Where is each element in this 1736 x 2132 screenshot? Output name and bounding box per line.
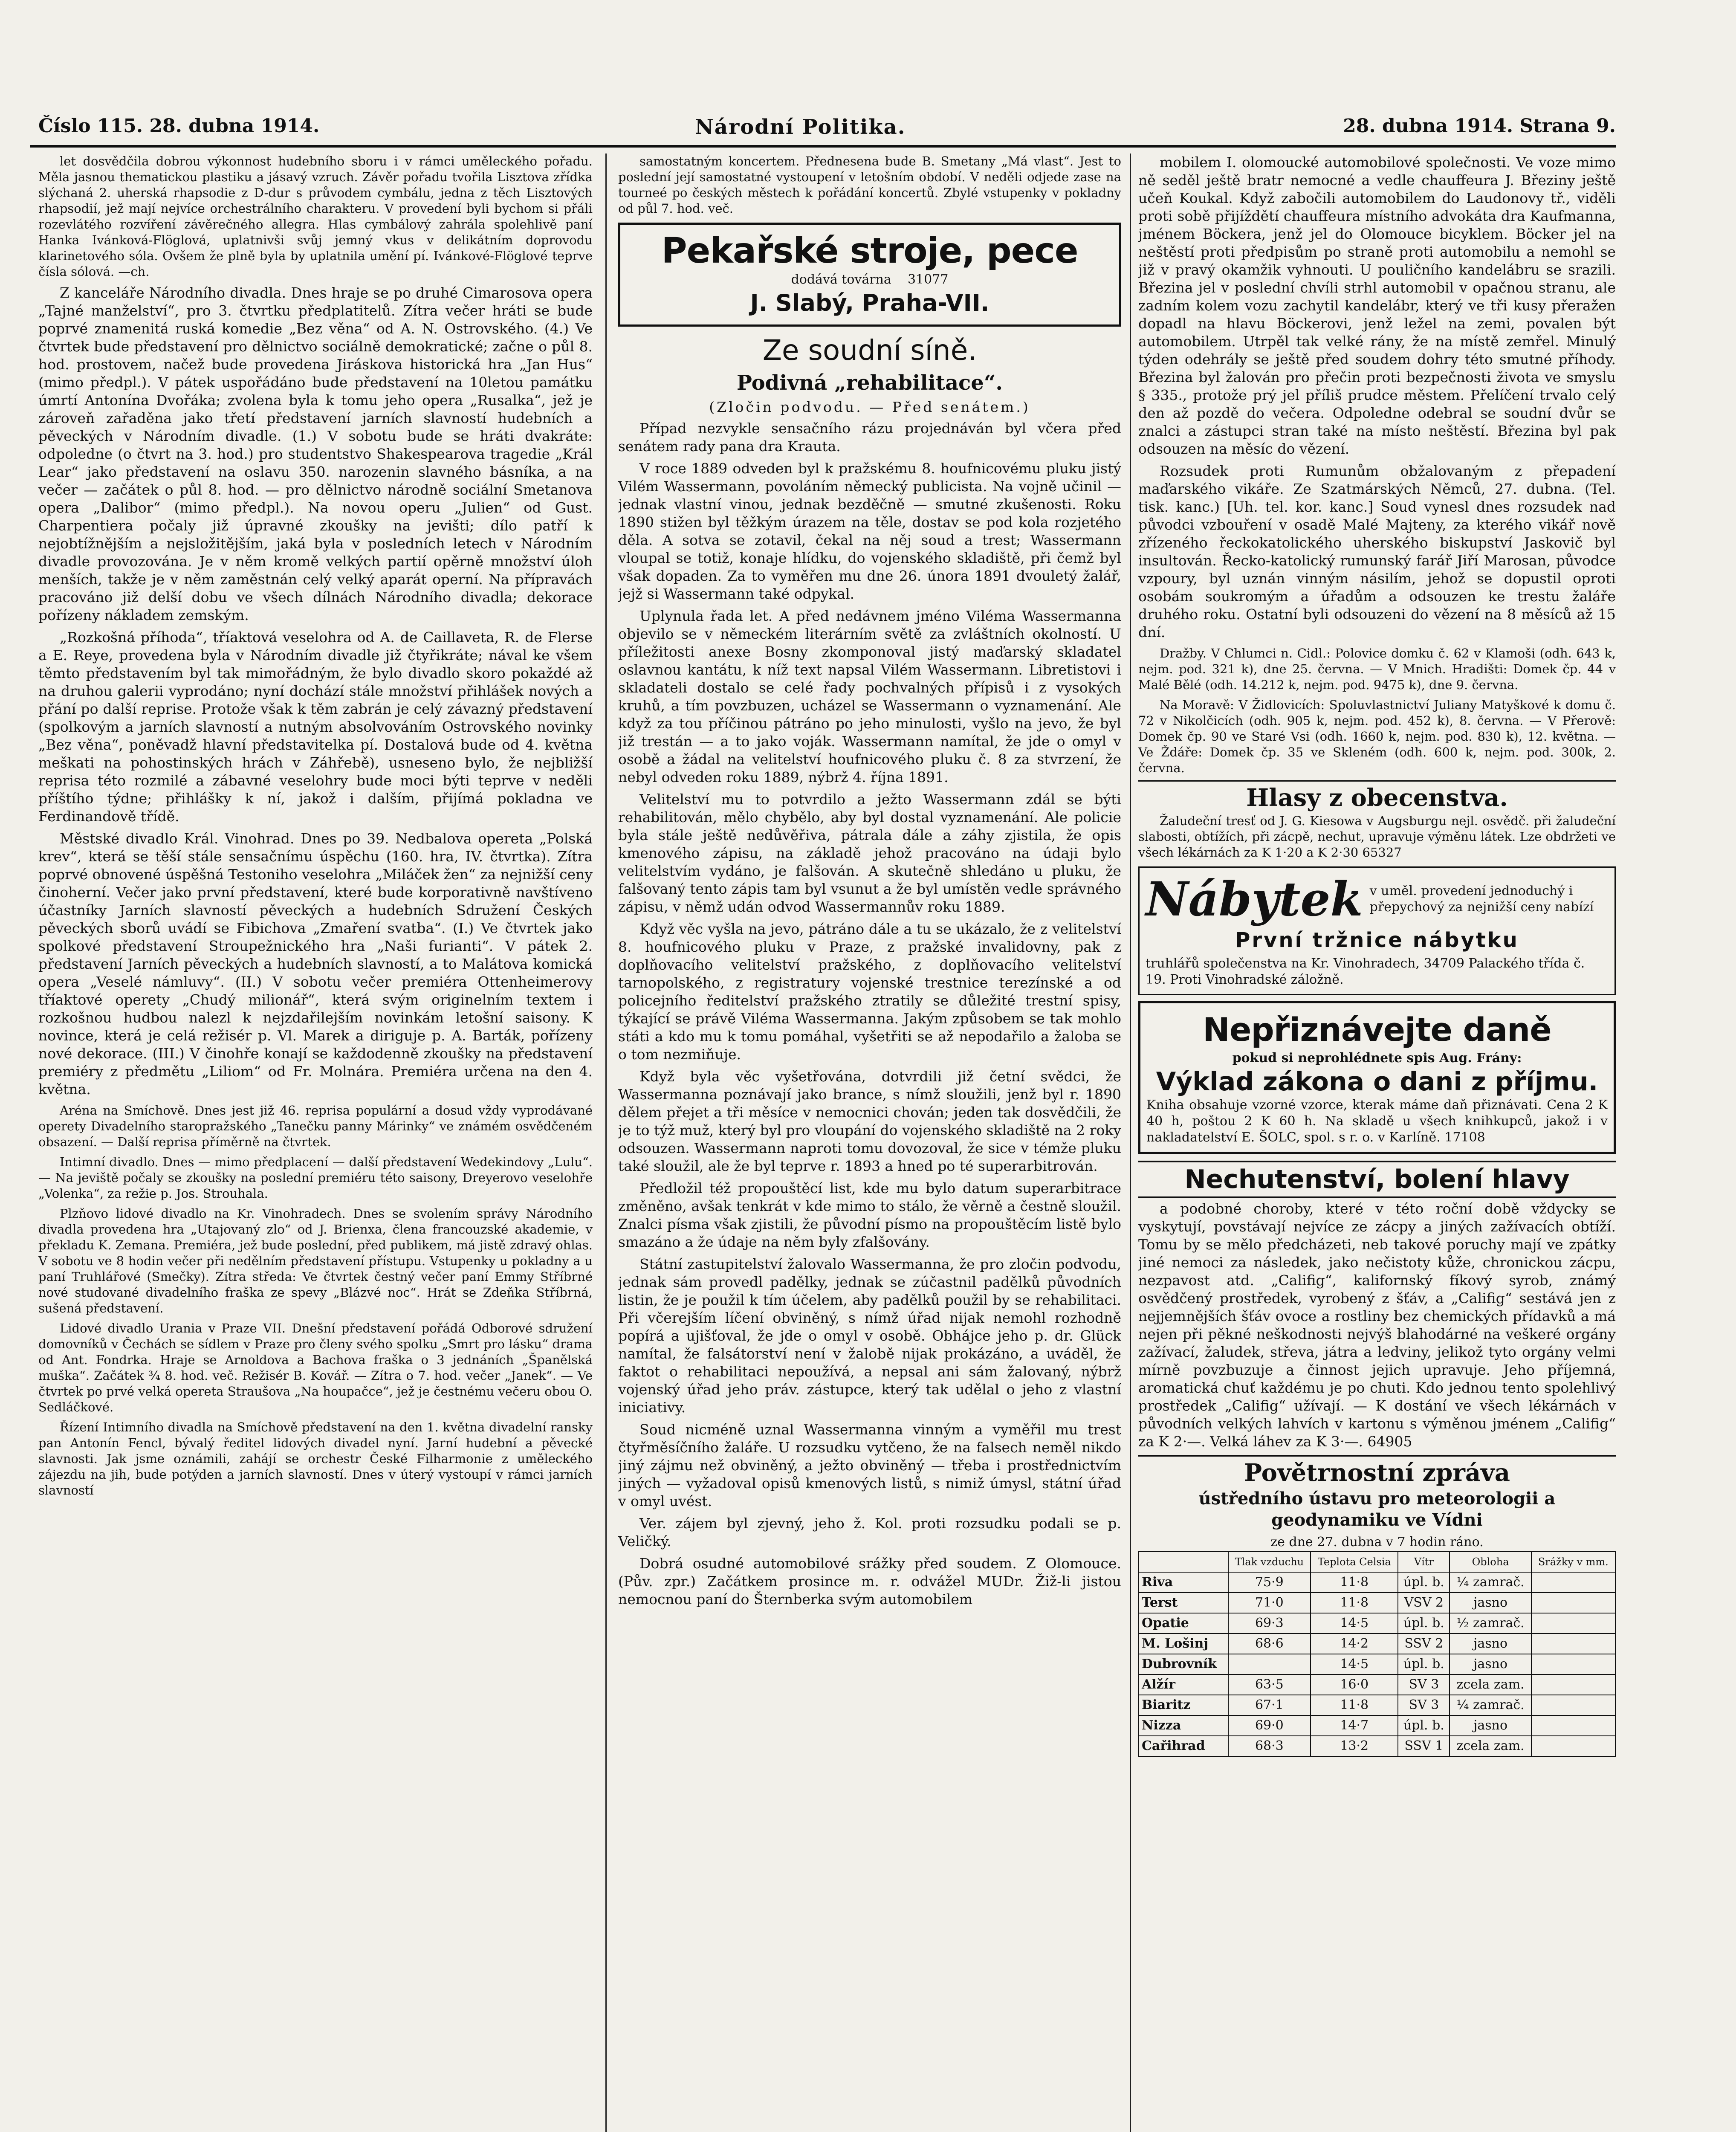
weather-cell (1531, 1715, 1615, 1736)
weather-cell: Terst (1139, 1593, 1228, 1613)
issue-number: Číslo 115. 28. dubna 1914. (38, 115, 320, 137)
weather-cell: úpl. b. (1398, 1613, 1450, 1634)
weather-cell: 14·5 (1311, 1613, 1398, 1634)
weather-cell: 14·7 (1311, 1715, 1398, 1736)
ad-firm: J. Slabý, Praha-VII. (750, 290, 990, 316)
weather-column-header: Srážky v mm. (1531, 1552, 1615, 1572)
article-subtitle: (Zločin podvodu. — Před senátem.) (709, 399, 1030, 415)
article-paragraph: mobilem I. olomoucké automobilové společnosti. Ve voze mimo ně seděl ještě bratr nemocné a vedle chauffeura J. Březiny ještě učeň Koukal. Když zabočili automobilem do Laudonovy tř., viděli proti sobě přijíždětí chauffeura místního advokáta dra Kaufmanna, jménem Böckera, jenž jel do Olomouce bicyklem. Böcker jel na neštěstí proti předpisům po straně proti automobilu a nemohl se již v pravý okamžik vyhnouti. U pouličního kandelábru se srazili. Březina jel v poslední chvíli strhl automobil v opačnou stranu, ale zadním kolem vozu zachytil kandelábr, který ve tři kusy přeražen dopadl na hlavu Böckerovi, jenž ležel na zemi, povalen být automobilem. Utrpěl tak velké rány, že na místě zemřel. Minulý týden odehrály se ještě před soudem dohry této smutné příhody. Březina byl žalován pro přečin proti bezpečnosti života ve smyslu § 335., protože prý jel příliš prudce městem. Přelíčení trvalo celý den až pozdě do večera. Odpoledne odebral se soudní dvůr se znalci a zástupci stran také na místo neštěstí. Březina byl pak odsouzen na měsíc do vězení. (1138, 154, 1616, 457)
weather-cell: Opatie (1139, 1613, 1228, 1634)
weather-cell: ¼ zamrač. (1450, 1572, 1531, 1593)
article-paragraph: Řízení Intimního divadla na Smíchově představení na den 1. května divadelní ransky pan Antonín Fencl, bývalý ředitel lidových divadel nyní. Jarní hudební a pěvecké slavnosti. Jak jsme oznámili, zahájí se orchestr České Filharmonie z uměleckého zájezdu na jih, bude potýden a jarních slavností. Dnes v úterý vystoupí v rámci jarních slavností (38, 1420, 593, 1498)
weather-cell (1228, 1654, 1311, 1674)
weather-cell: SSV 2 (1398, 1634, 1450, 1654)
weather-cell: úpl. b. (1398, 1572, 1450, 1593)
column-theatre (38, 154, 593, 2132)
weather-cell (1531, 1613, 1615, 1634)
weather-date: ze dne 27. dubna v 7 hodin ráno. (1270, 1535, 1484, 1550)
column-rule (605, 154, 607, 2132)
weather-cell: úpl. b. (1398, 1715, 1450, 1736)
ad-headline: Nábytek (1146, 872, 1363, 927)
weather-cell: 11·8 (1311, 1572, 1398, 1593)
article-paragraph: Z kanceláře Národního divadla. Dnes hraje se po druhé Cimarosova opera „Tajné manželství“, pro 3. čtvrtku předplatitelů. Zítra večer hráti se bude poprvé znamenitá ruská komedie „Bez věna“ od A. N. Ostrovského. (4.) Ve čtvrtek bude představení pro dělnictvo sociálně demokratické; začne o půl 8. hod. prostovem, načež bude provedena Jiráskova historická hra „Jan Hus“ (mimo předpl.). V pátek uspořádáno bude představení na 10letou památku úmrtí Antonína Dvořáka; zvolena byla k tomu jeho opera „Rusalka“, jež je zároveň zařaděna jako třetí představení jarních slavností hudebních a pěveckých v Národním divadle. (1.) V sobotu bude se hráti dvakráte: odpoledne (o čtvrt na 3. hod.) pro studentstvo Shakespearova tragedie „Král Lear“ jako představení na oslavu 350. narozenin slavného básníka, a na večer — začátek o půl 8. hod. — pro dělnictvo národně sociální Smetanova opera „Dalibor“ (mimo předpl.). Na novou operu „Julien“ od Gust. Charpentiera počaly již úpravné zkoušky na jevišti; dílo patří k nejobtížnějším a nejsložitějším, jaká byla v posledních letech v Národním divadle provozována. Je v něm kromě velkých partií opěrně množství úloh menších, takže je v něm zaměstnán celý velký aparát operní. Na přípravách pracováno již delší dobu ve všech dílnách Národního divadla; dekorace pořízeny nákladem zemským. (38, 284, 593, 623)
article-title: Podivná „rehabilitace“. (736, 371, 1003, 395)
article-paragraph: Dobrá osudné automobilové srážky před soudem. Z Olomouce. (Pův. zpr.) Začátkem prosince m. r. odvážel MUDr. Žiž-li jistou nemocnou paní do Šternberka svým automobilem (618, 1555, 1121, 1608)
weather-cell: Cařihrad (1139, 1736, 1228, 1756)
ad-text: v uměl. provedení jednoduchý i přepychový za nejnižší ceny nabízí (1369, 884, 1594, 915)
weather-column-header: Tlak vzduchu (1228, 1552, 1311, 1572)
weather-cell: 16·0 (1311, 1674, 1398, 1695)
article-paragraph: Aréna na Smíchově. Dnes jest již 46. reprisa populární a dosud vždy vyprodávané operety Divadelního staropražského „Tanečku panny Márinky“ ve známém osvědčeném obsazení. — Další reprisa příměrně na čtvrtek. (38, 1103, 593, 1149)
weather-cell (1531, 1572, 1615, 1593)
weather-column-header (1139, 1552, 1228, 1572)
date-page: 28. dubna 1914. Strana 9. (1343, 115, 1616, 137)
weather-cell: zcela zam. (1450, 1736, 1531, 1756)
weather-column-header: Teplota Celsia (1311, 1552, 1398, 1572)
weather-cell: jasno (1450, 1715, 1531, 1736)
article-paragraph: Velitelství mu to potvrdilo a ježto Wassermann zdál se býti rehabilitován, mělo chybělo, aby byl dostal vyznamenání. Ale policie byla stále ještě nedůvěřiva, pátrala dále a záhy zjistila, že opis kmenového zápisu, na základě jehož pracováno na údaji bylo velitelstvím vydáno, je falšován. A skutečně shledáno u pluku, že falšovaný tento zápis tam byl vsunut a že byl umístěn vedle správného zápisu, v němž udán odvod Wassermannův roku 1889. (618, 791, 1121, 915)
article-paragraph: Soud nicméně uznal Wassermanna vinným a vyměřil mu trest čtyřměsíčního žaláře. U rozsudku vytčeno, že na falsech neměl nikdo jiný zájmu než obviněný, a ježto obviněný — třeba i prostřednictvím jiných — vyžadoval opisů kmenových listů, s nimiž úmysl, státní úřad v omyl uvést. (618, 1421, 1121, 1509)
weather-cell: 69·0 (1228, 1715, 1311, 1736)
weather-cell: jasno (1450, 1634, 1531, 1654)
article-paragraph: Intimní divadlo. Dnes — mimo předplacení — další představení Wedekindovy „Lulu“. — Na jeviště počaly se zkoušky na poslední premiéru této saisony, Dreyerovo veselohře „Volenka“, za režie p. Jos. Strouhala. (38, 1155, 593, 1201)
ad-firm: První tržnice nábytku (1235, 928, 1519, 952)
newspaper-page (30, 26, 1701, 2132)
weather-column-header: Obloha (1450, 1552, 1531, 1572)
column-misc (1138, 154, 1616, 2132)
weather-cell: úpl. b. (1398, 1654, 1450, 1674)
section-title: Povětrnostní zpráva (1138, 1455, 1616, 1486)
article-paragraph: Když věc vyšla na jevo, pátráno dále a tu se ukázalo, že z velitelství 8. houfnicového pluku v Praze, z pražské invalidovny, pak z doplňovacího velitelství pražského, z doplňovacího velitelství tarnopolského, z registratury vojenské trestnice terezínské a od policejního ředitelství pražského ztratily se důležité trestní spisy, týkající se právě Viléma Wassermanna. Jakým způsobem se tak mohlo státi a kdo mu k tomu pomáhal, vyšetřiti se až nepodařilo a žaloba se o tom nezmiňuje. (618, 921, 1121, 1063)
weather-cell (1531, 1695, 1615, 1715)
weather-cell: zcela zam. (1450, 1674, 1531, 1695)
weather-cell: Dubrovník (1139, 1654, 1228, 1674)
article-paragraph: samostatným koncertem. Přednesena bude B. Smetany „Má vlast“. Jest to poslední její samostatné vystoupení v letošním období. V neděli odjede zase na tourneé po českých městech k pořádání koncertů. Zbylé vstupenky v pokladny od půl 7. hod. več. (618, 154, 1121, 216)
weather-row (1139, 1695, 1615, 1715)
ad-text: a podobné choroby, které v této roční době vždycky se vyskytují, povstávají nejvíce ze zácpy a jiných zažívacích obtíží. Tomu by se mělo předcházeti, neb takové poruchy mají ve zpátky jiné nemoci za následek, jako nečistoty kůže, chronickou zácpu, nezpavost atd. „Califig“, kalifornský fíkový syrob, známý osvědčený prostředek, vyrobený z šťáv, a „Califig“ sestává jen z nejjemnějších šťáv ovoce a rostliny bez chemických přídavků a má nejen při pěkné neškodnosti nejvýš blahodárné na veškeré orgány zažívací, žaludek, střeva, játra a ledviny, jelikož tyto orgány velmi mírně povzbuzuje a činnost jejich upravuje. Jeho příjemná, aromatická chuť každému je po chuti. Kdo jednou tento spolehlivý prostředek „Califig“ užívají. — K dostání ve všech lékárnách v původních velkých lahvích v kartonu s výměnou jménem „Califig“ za K 2·—. Velká láhev za K 3·—. 64905 (1138, 1200, 1616, 1450)
article-paragraph: Ver. zájem byl zjevný, jeho ž. Kol. proti rozsudku podali se p. Veličký. (618, 1515, 1121, 1550)
weather-cell: 11·8 (1311, 1593, 1398, 1613)
weather-row (1139, 1613, 1615, 1634)
section-title: Hlasy z obecenstva. (1138, 780, 1616, 811)
article-paragraph: let dosvědčila dobrou výkonnost hudebního sboru i v rámci uměleckého pořadu. Měla jasnou thematickou plastiku a jásavý vzruch. Závěr pořadu tvořila Lisztova zřídka slýchaná 2. uherská rhapsodie z D-dur s průvodem cymbálu, jedna z těch Lisztových rhapsodií, jež mají nejvíce orchestrálního charakteru. V provedení byli bychom si přáli rozevlátého rozvíření závěrečného allegra. Hlas cymbálový zahrála spolehlivě paní Hanka Ivánková-Flöglová, uplatnivši svůj jemný vkus v delikátním doprovodu klarinetového sóla. Ovšem že plně byla by uplatnila umění pí. Ivánkové-Flöglové teprve čísla sólová. —ch. (38, 154, 593, 279)
article-paragraph: Plzňovo lidové divadlo na Kr. Vinohradech. Dnes se svolením správy Národního divadla provedena hra „Utajovaný zlo“ od J. Brienxa, člena francouzské akademie, v překladu K. Zemana. Premiéra, jež bude poslední, před publikem, má jistě zdravý ohlas. V sobotu ve 8 hodin večer při nedělním představení přístupu. Vstupenky u pokladny a u paní Truhlářové (Smečky). Zítra středa: Ve čtvrtek čestný večer paní Emmy Stříbrné nové studované divadelního fraška ze spevy „Blázvé noc“. Hrát se Zdeňka Stříbrná, sušená představení. (38, 1206, 593, 1315)
weather-row (1139, 1593, 1615, 1613)
ad-headline: Nepřiznávejte daně (1203, 1011, 1551, 1049)
article-paragraph: Lidové divadlo Urania v Praze VII. Dnešní představení pořádá Odborové sdružení domovníků v Čechách se sídlem v Praze pro členy svého spolku „Smrt pro lásku“ drama od Ant. Fondrka. Hraje se Arnoldova a Bachova fraška o 3 jednáních „Španělská muška“. Začátek ¾ 8. hod. več. Režisér B. Kovář. — Zítra o 7. hod. večer „Janek“. — Ve čtvrtek po prvé velká opereta Straušova „Na houpačce“, jež je čestnému večeru obou O. Sedláčkové. (38, 1321, 593, 1414)
article-paragraph: Případ nezvykle sensačního rázu projednáván byl včera před senátem rady pana dra Krauta. (618, 420, 1121, 455)
weather-cell: 68·3 (1228, 1736, 1311, 1756)
weather-cell: 71·0 (1228, 1593, 1311, 1613)
article-paragraph: Když byla věc vyšetřována, dotvrdili již četní svědci, že Wassermanna poznávají jako brance, s nímž sloužili, jenž byl r. 1890 dělem přejet a tři měsíce v nemocnici chován; jeden tak dosvědčili, že je to týž muž, který byl pro vloupání do vojenského skladiště na 2 roky odsouzen. Wassermann naproti tomu dovozoval, že sice v témže pluku také sloužil, ale že byl teprve r. 1893 a hned po té superarbitrován. (618, 1068, 1121, 1174)
weather-cell: 67·1 (1228, 1695, 1311, 1715)
weather-row (1139, 1715, 1615, 1736)
weather-cell: 63·5 (1228, 1674, 1311, 1695)
weather-cell: jasno (1450, 1654, 1531, 1674)
weather-cell: SV 3 (1398, 1695, 1450, 1715)
weather-cell: 68·6 (1228, 1634, 1311, 1654)
ad-text: pokud si neprohlédnete spis Aug. Frány: (1232, 1051, 1522, 1066)
weather-row (1139, 1674, 1615, 1695)
weather-cell: ¼ zamrač. (1450, 1695, 1531, 1715)
ad-text: Kniha obsahuje vzorné vzorce, kterak máme daň přiznávati. Cena 2 K 40 h, poštou 2 K 60 h. Na skladě u všech knihkupců, jakož i v nakladatelství E. ŠOLC, spol. s r. o. v Karlíně. 17108 (1146, 1098, 1608, 1145)
article-paragraph: „Rozkošná příhoda“, tříaktová veselohra od A. de Caillaveta, R. de Flerse a E. Reye, provedena byla v Národním divadle již čtyřikráte; nával ke všem těmto představením byl tak mimořádným, že bylo divadlo skoro pokaždé až na druhou galerii vyprodáno; nyní dochází stále množství přihlášek nových a přání po další reprise. Protože však k těm zabrán je celý závazný představení (spolkovým a jarních slavností a nutným absolvováním Ostrovského novinky „Bez věna“, poněvadž hlavní představitelka pí. Dostalová bude od 4. května meškati na pohostinských hrách v Záhřebě), usneseno bylo, že nejbližší reprisa této rozmilé a zábavné veselohry bude moci býti teprve v neděli příštího týdne; přihlášky k ní, jakož i dalším, přijímá pokladna ve Ferdinandově třídě. (38, 629, 593, 825)
article-paragraph: Městské divadlo Král. Vinohrad. Dnes po 39. Nedbalova opereta „Polská krev“, která se těší stále sensačnímu úspěchu (160. hra, IV. čtvrtka). Zítra poprvé obnovené úspěšná Testoniho veselohra „Miláček žen“ za nejnižší ceny činoherní. Večer jako první představení, které bude korporativně navštíveno účastníky Jarních slavností pěveckých a hudebních Sdružení Českých pěveckých sborů uvádí se Fibichova „Zmaření svatba“. (I.) Ve čtvrtek jako spolkové představení Stroupežnického hra „Naši furianti“. V pátek 2. představení Jarních pěveckých a hudebních slavností, a to Malátova komická opera „Veselé námluvy“. (II.) V sobotu večer premiéra Ottenheimerovy tříaktové operety „Chudý milionář“, která svým originelním textem i rozkošnou hudbou nalezl k nejzdařilejším novinkám letošní saisony. K novince, která je celá režisér p. Vl. Marek a diriguje p. A. Barták, pořízeny nové dekorace. (III.) V činohře konají se každodenně zkoušky na představení premiéry z předmětu „Liliom“ od Fr. Molnára. Premiéra určena na den 4. května. (38, 830, 593, 1098)
ad-title: Výklad zákona o dani z příjmu. (1156, 1067, 1598, 1097)
article-paragraph: Dražby. V Chlumci n. Cidl.: Polovice domku č. 62 v Klamoši (odh. 643 k, nejm. pod. 321 k), dne 25. června. — V Mnich. Hradišti: Domek čp. 44 v Malé Bělé (odh. 14.212 k, nejm. pod. 9475 k), dne 9. června. (1138, 646, 1616, 692)
ad-headline: Pekařské stroje, pece (661, 231, 1078, 271)
page-header (30, 115, 1616, 148)
weather-cell: Biaritz (1139, 1695, 1228, 1715)
weather-cell: 14·5 (1311, 1654, 1398, 1674)
ad-text: truhlářů společenstva na Kr. Vinohradech, 34709 Palackého třída č. 19. Proti Vinohradské záložně. (1146, 956, 1585, 987)
article-paragraph: Státní zastupitelství žalovalo Wassermanna, že pro zločin podvodu, jednak sám provedl padělky, jednak se zúčastnil padělků původních listin, že je použil k tím účelem, aby padělků použil by se rehabilitaci. Při včerejším líčení obviněný, s nímž úřad nijak nemohl rozhodně popírá a ujišťoval, že jde o omyl v osobě. Obhájce jeho p. dr. Glück namítal, že falsátorství není v žalobě nijak prokázáno, a uváděl, že faktot o rehabilitaci nepoužívá, a nepsal ani sám žalovaný, nýbrž vojenský úřad jeho práv. zástupce, který tak udělal o jeho z vlastní iniciativy. (618, 1256, 1121, 1416)
weather-cell: Nizza (1139, 1715, 1228, 1736)
weather-cell: jasno (1450, 1593, 1531, 1613)
bakery-ad (618, 223, 1121, 327)
weather-cell: SV 3 (1398, 1674, 1450, 1695)
weather-cell: 69·3 (1228, 1613, 1311, 1634)
column-court (618, 154, 1121, 2132)
weather-cell (1531, 1674, 1615, 1695)
weather-cell (1531, 1593, 1615, 1613)
weather-row (1139, 1634, 1615, 1654)
weather-table (1138, 1551, 1616, 1757)
weather-cell: 75·9 (1228, 1572, 1311, 1593)
ad-headline: Nechutenství, bolení hlavy (1138, 1161, 1616, 1198)
weather-cell: ½ zamrač. (1450, 1613, 1531, 1634)
weather-cell: M. Lošinj (1139, 1634, 1228, 1654)
section-title: Ze soudní síně. (762, 334, 977, 367)
weather-row (1139, 1736, 1615, 1756)
weather-cell (1531, 1654, 1615, 1674)
weather-cell (1531, 1634, 1615, 1654)
weather-column-header: Vítr (1398, 1552, 1450, 1572)
weather-cell: Riva (1139, 1572, 1228, 1593)
weather-cell (1531, 1736, 1615, 1756)
ad-text: dodává továrna 31077 (791, 272, 949, 287)
weather-cell: VSV 2 (1398, 1593, 1450, 1613)
weather-row (1139, 1572, 1615, 1593)
weather-cell: SSV 1 (1398, 1736, 1450, 1756)
furniture-ad (1138, 866, 1616, 995)
article-paragraph: Uplynula řada let. A před nedávnem jméno Viléma Wassermanna objevilo se v německém literárním světě za zvláštních okolností. U příležitosti anexe Bosny zkomponoval jistý maďarský skladatel oslavnou kantátu, k níž text napsal Vilém Wassermann. Libretistovi i skladateli dostalo se celé řady pochvalných přípisů i z vysokých kruhů, a tím povzbuzen, ucházel se Wassermann o vyznamenání. Ale když za tou příčinou pátráno po jeho minulosti, vyšlo na jevo, že byl již trestán — a to jako voják. Wassermann namítal, že jde o omyl v osobě a žádal na velitelství houfnicového pluku č. 8 za stvrzení, že nebyl odveden roku 1889, nýbrž 4. října 1891. (618, 608, 1121, 785)
article-paragraph: Rozsudek proti Rumunům obžalovaným z přepadení maďarského vikáře. Ze Szatmárských Němců, 27. dubna. (Tel. tisk. kanc.) [Uh. tel. kor. kanc.] Soud vynesl dnes rozsudek nad původci vzbouření v osadě Malé Majteny, za kterého vikář nově zřízeného řeckokatolického uherského biskupství Jaskovič byl insultován. Řecko-katolický rumunský farář Jiří Marosan, původce vzpoury, byl uznán vinným násilím, jehož se dopustil oproti osobám soukromým a úřadům a odsouzen ke trestu žaláře druhého roku. Ostatní byli odsouzeni do vězení na 8 měsíců až 15 dní. (1138, 463, 1616, 640)
tax-ad (1138, 1001, 1616, 1154)
article-paragraph: Předložil též propouštěcí list, kde mu bylo datum superarbitrace změněno, avšak tenkrát v kde mimo to stálo, že věrně a čestně sloužil. Znalci písma však zjistili, že původní písmo na propouštěcím listě bylo smazáno a že údaje na něm byly zfalšovány. (618, 1180, 1121, 1250)
article-paragraph: Na Moravě: V Židlovicích: Spoluvlastnictví Juliany Matyškové k domu č. 72 v Nikolčicích (odh. 905 k, nejm. pod. 452 k), 8. června. — V Přerově: Domek čp. 90 ve Staré Vsi (odh. 1660 k, nejm. pod. 830 k), 12. května. — Ve Ždáře: Domek čp. 35 ve Skleném (odh. 600 k, nejm. pod. 300k, 2. června. (1138, 698, 1616, 775)
weather-row (1139, 1654, 1615, 1674)
column-rule (1130, 154, 1131, 2132)
weather-cell: 11·8 (1311, 1695, 1398, 1715)
weather-cell: 14·2 (1311, 1634, 1398, 1654)
section-subtitle: ústředního ústavu pro meteorologii a geodynamiku ve Vídni (1198, 1489, 1556, 1530)
weather-cell: 13·2 (1311, 1736, 1398, 1756)
weather-cell: Alžír (1139, 1674, 1228, 1695)
ad-text: Žaludeční tresť od J. G. Kiesowa v Augsburgu nejl. osvědč. při žaludeční slabosti, obtížích, při zácpě, nechut, upravuje výměnu látek. Lze obdržeti ve všech lékárnách za K 1·20 a K 2·30 65327 (1138, 814, 1616, 860)
masthead: Národní Politika. (695, 115, 906, 139)
article-paragraph: V roce 1889 odveden byl k pražskému 8. houfnicovému pluku jistý Vilém Wassermann, povoláním německý publicista. Na vojně učinil — jednak vlastní vinou, jednak bezděčně — smutné zkušenosti. Roku 1890 stižen byl těžkým úrazem na těle, dostav se pod kola rozjetého děla. A sotva se zotavil, čekal na něj soud a trest; Wassermann vloupal se totiž, konaje hlídku, do vojenského skladiště, při čemž byl však dopaden. Za to vyměřen mu dne 26. února 1891 dvouletý žalář, jejž si Wassermann také odpykal. (618, 460, 1121, 602)
